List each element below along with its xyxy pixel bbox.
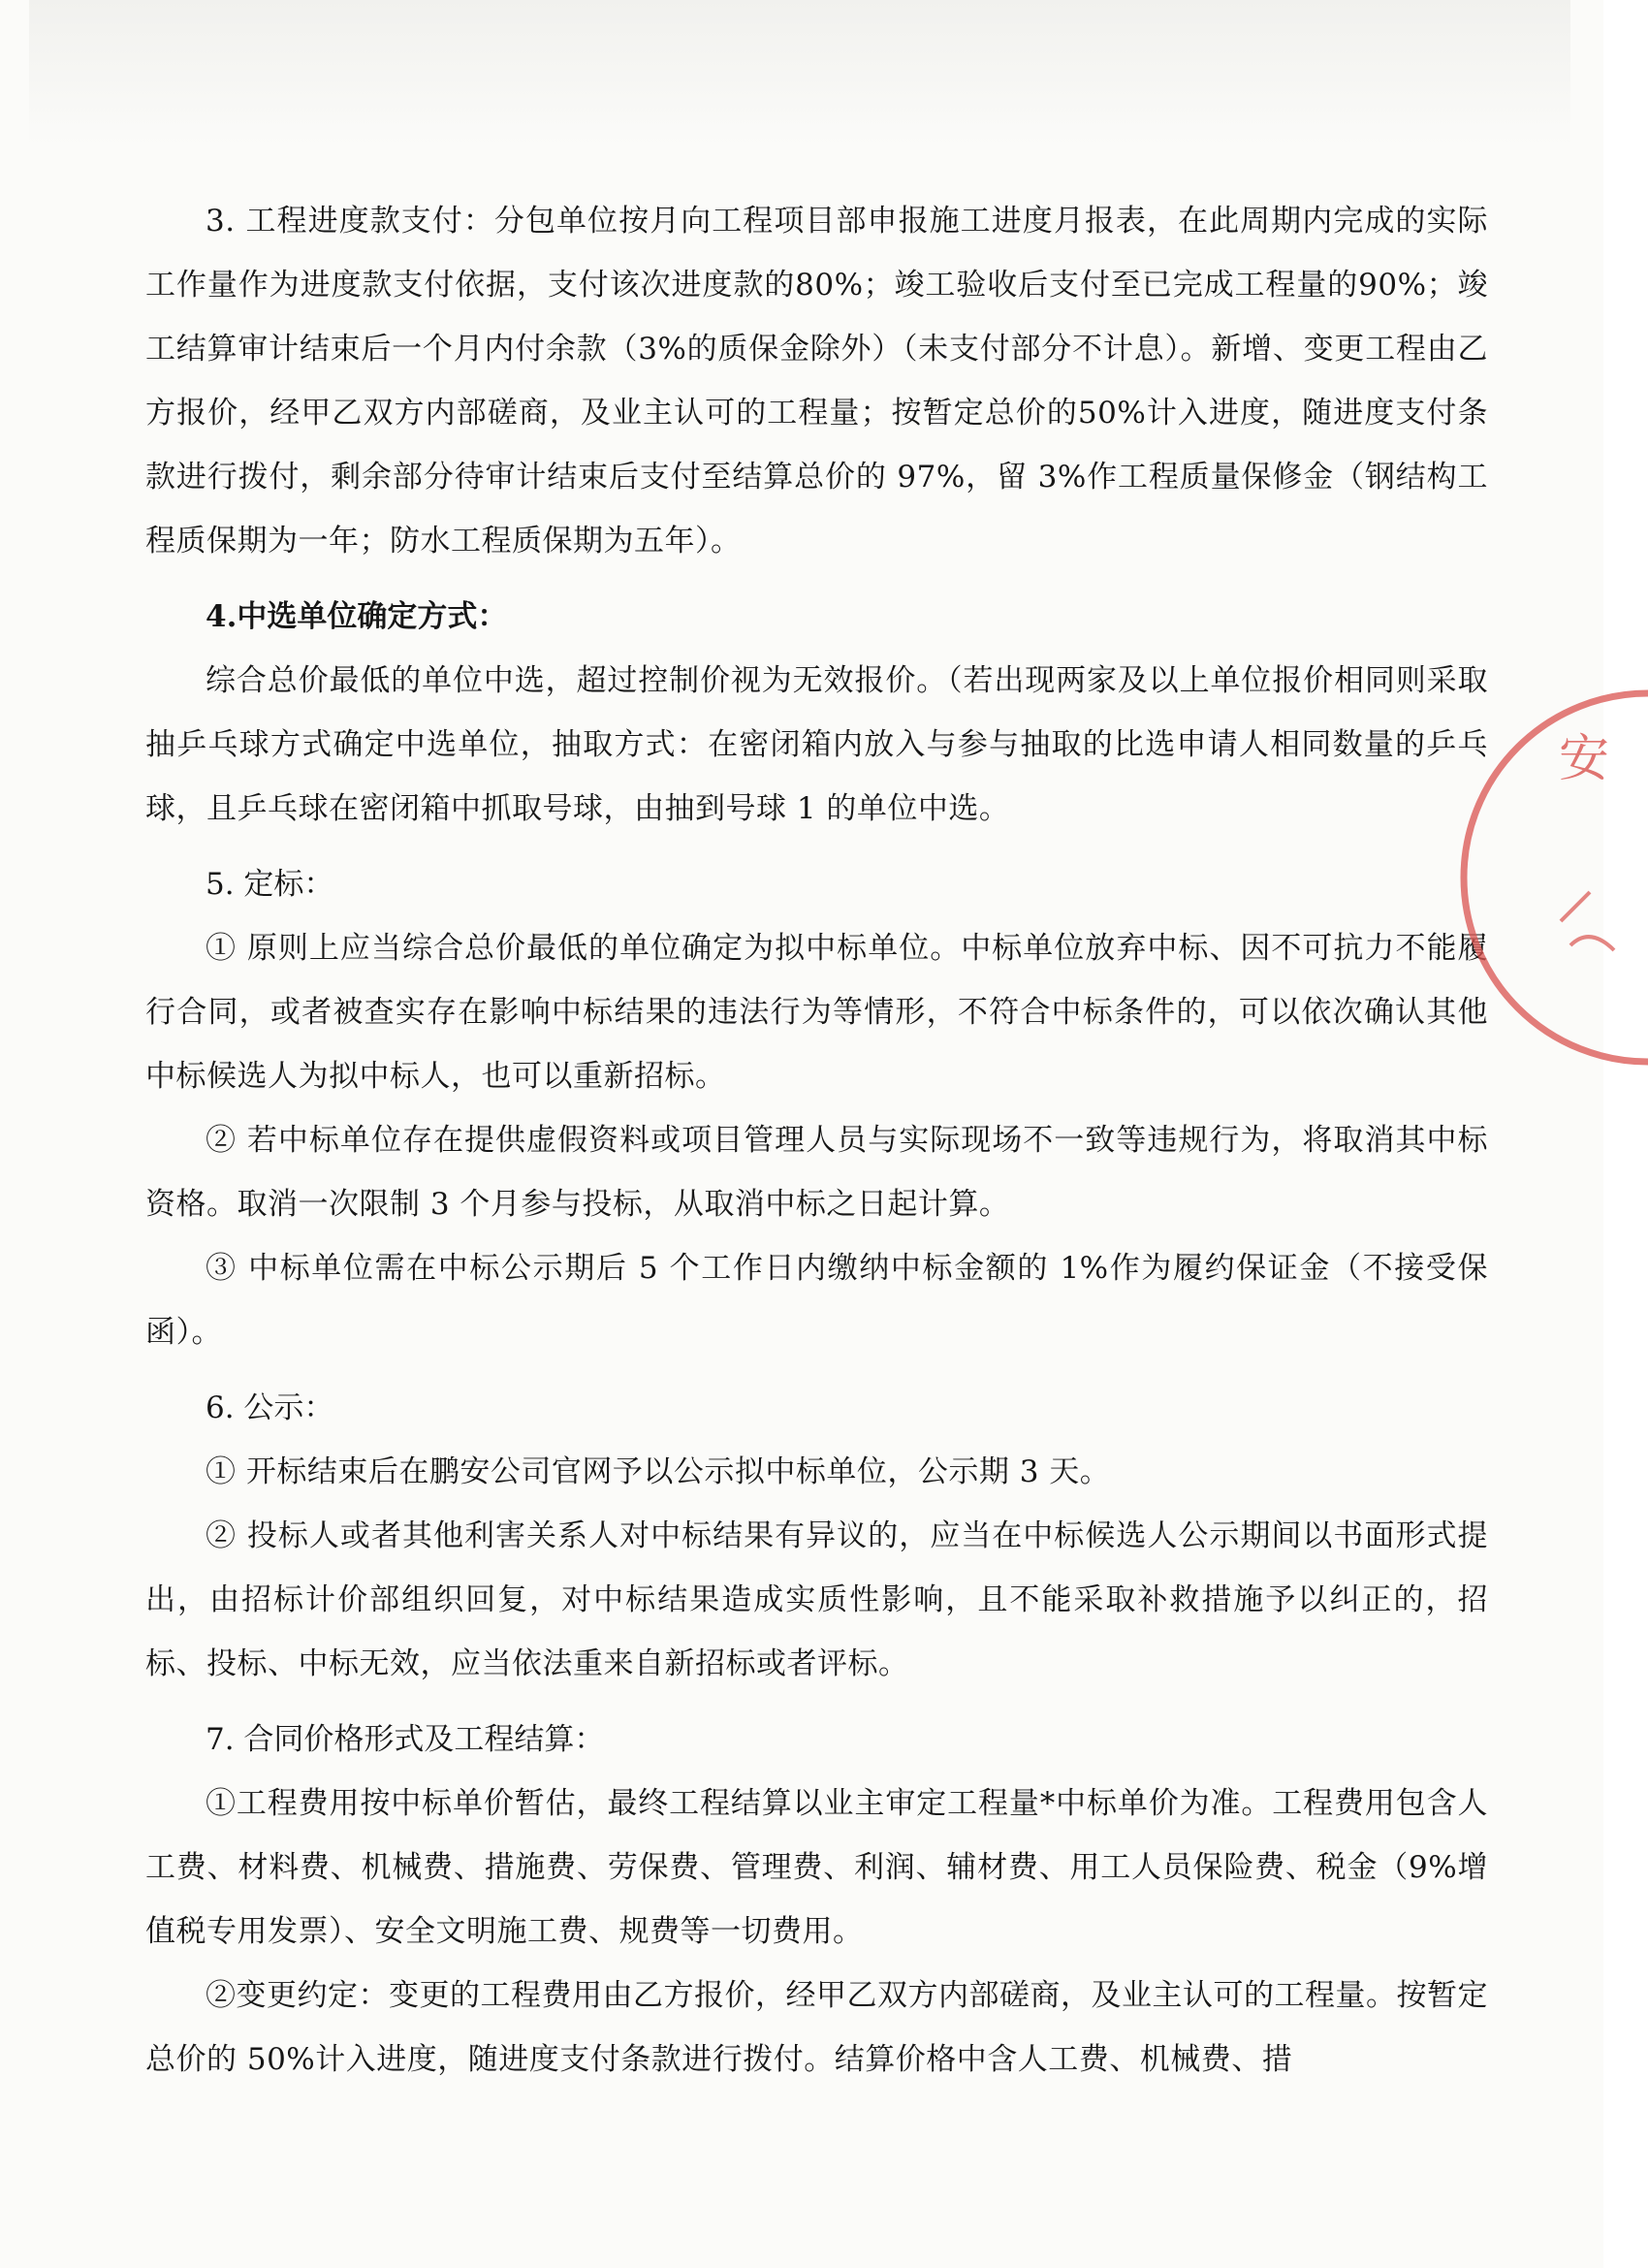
section-7-item-2: ②变更约定：变更的工程费用由乙方报价，经甲乙双方内部磋商，及业主认可的工程量。按暂定总价的 50%计入进度，随进度支付条款进行拨付。结算价格中含人工费、机械费、措: [145, 1978, 1488, 2077]
seal-text: 安: [1559, 730, 1610, 788]
section-5-title: 5. 定标：: [206, 867, 334, 902]
section-5-item-3: ③ 中标单位需在中标公示期后 5 个工作日内缴纳中标金额的 1%作为履约保证金（不接受保函）。: [145, 1251, 1488, 1350]
section-6-item-1: ① 开标结束后在鹏安公司官网予以公示拟中标单位，公示期 3 天。: [206, 1454, 1111, 1489]
section-7-title: 7. 合同价格形式及工程结算：: [206, 1722, 605, 1757]
company-seal-stamp: [1522, 684, 1648, 1071]
section-3-payment: 3. 工程进度款支付：分包单位按月向工程项目部申报施工进度月报表，在此周期内完成的实际工作量作为进度款支付依据，支付该次进度款的80%；竣工验收后支付至已完成工程量的90%；竣工结算审计结束后一个月内付余款（3%的质保金除外）（未支付部分不计息）。新增、变更工程由乙方报价，经甲乙双方内部磋商，及业主认可的工程量；按暂定总价的50%计入进度，随进度支付条款进行拨付，剩余部分待审计结束后支付至结算总价的 97%，留 3%作工程质量保修金（钢结构工程质保期为一年；防水工程质保期为五年）。: [145, 204, 1488, 559]
section-5-item-2: ② 若中标单位存在提供虚假资料或项目管理人员与实际现场不一致等违规行为，将取消其中标资格。取消一次限制 3 个月参与投标，从取消中标之日起计算。: [145, 1123, 1488, 1222]
section-4-title: 4.中选单位确定方式：: [206, 599, 508, 634]
document-body: [145, 189, 1488, 2092]
section-7-item-1: ①工程费用按中标单价暂估，最终工程结算以业主审定工程量*中标单价为准。工程费用包含人工费、材料费、机械费、措施费、劳保费、管理费、利润、辅材费、用工人员保险费、税金（9%增值税专用发票）、安全文明施工费、规费等一切费用。: [145, 1786, 1488, 1949]
section-6-item-2: ② 投标人或者其他利害关系人对中标结果有异议的，应当在中标候选人公示期间以书面形式提出，由招标计价部组织回复，对中标结果造成实质性影响，且不能采取补救措施予以纠正的，招标、投标、中标无效，应当依法重来自新招标或者评标。: [145, 1518, 1488, 1681]
section-5-item-1: ① 原则上应当综合总价最低的单位确定为拟中标单位。中标单位放弃中标、因不可抗力不能履行合同，或者被查实存在影响中标结果的违法行为等情形，不符合中标条件的，可以依次确认其他中标候选人为拟中标人，也可以重新招标。: [145, 931, 1488, 1094]
section-6-title: 6. 公示：: [206, 1390, 334, 1425]
section-4-body: 综合总价最低的单位中选，超过控制价视为无效报价。（若出现两家及以上单位报价相同则采取抽乒乓球方式确定中选单位，抽取方式：在密闭箱内放入与参与抽取的比选申请人相同数量的乒乓球，且乒乓球在密闭箱中抓取号球，由抽到号球 1 的单位中选。: [145, 663, 1488, 826]
